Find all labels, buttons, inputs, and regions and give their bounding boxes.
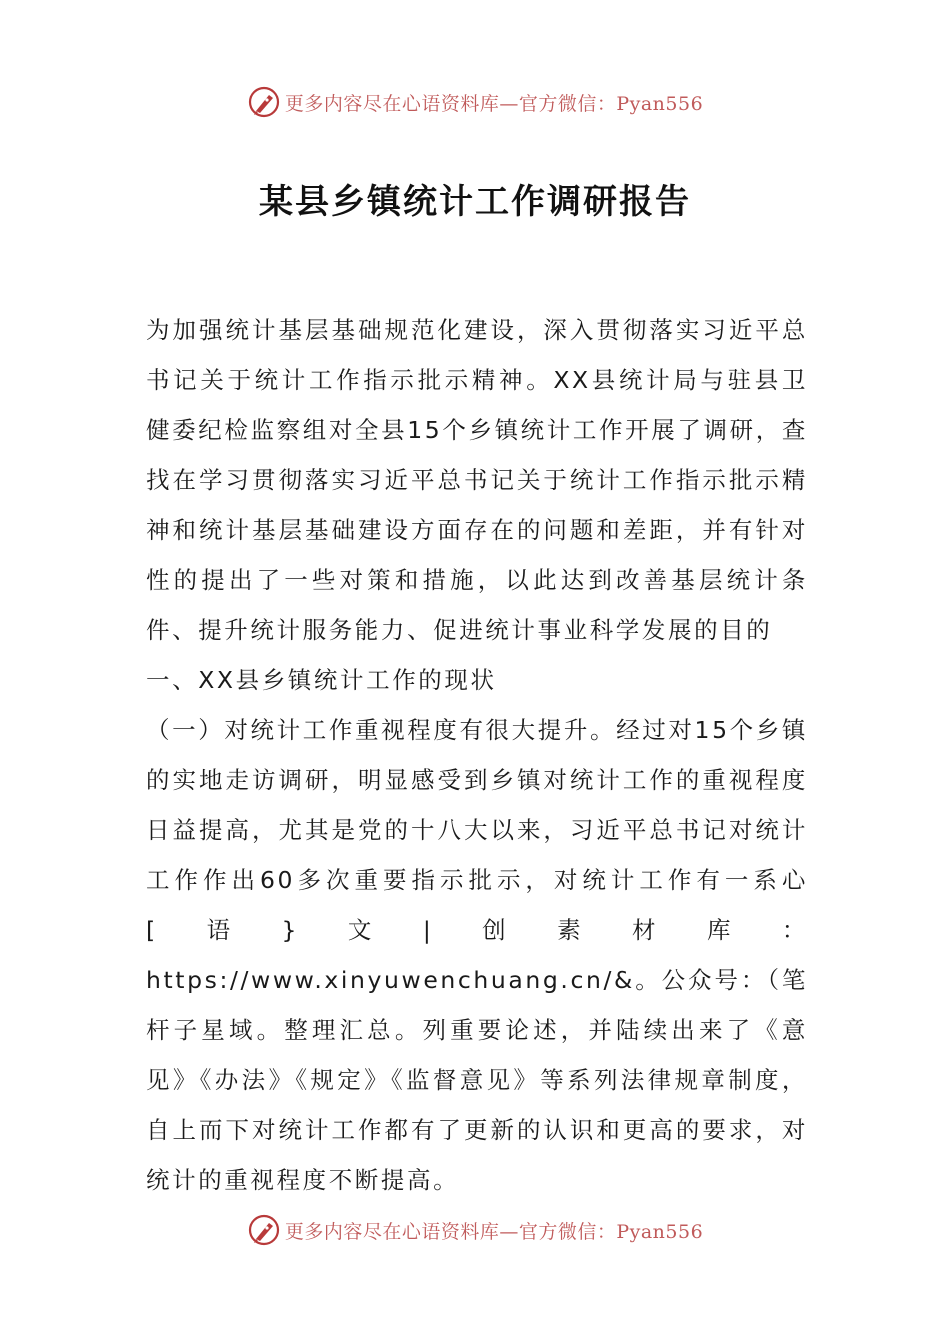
document-title: 某县乡镇统计工作调研报告 xyxy=(259,182,691,222)
pen-nib-logo-icon xyxy=(247,85,281,119)
footer-banner xyxy=(0,1210,950,1250)
header-banner-text: 更多内容尽在心语资料库—官方微信：Pyan556 xyxy=(284,92,704,115)
intro-paragraph: 为加强统计基层基础规范化建设，深入贯彻落实习近平总书记关于统计工作指示批示精神。XX县统计局与驻县卫健委纪检监察组对全县15个乡镇统计工作开展了调研，查找在学习贯彻落实习近平总书记关于统计工作指示批示精神和统计基层基础建设方面存在的问题和差距，并有针对性的提出了一些对策和措施，以此达到改善基层统计条件、提升统计服务能力、促进统计事业科学发展的目的 xyxy=(146,316,808,644)
pen-nib-logo-icon xyxy=(247,1213,281,1247)
header-banner xyxy=(0,82,950,122)
section-heading: 一、XX县乡镇统计工作的现状 xyxy=(146,666,497,694)
document-body xyxy=(146,305,808,1205)
footer-banner-text: 更多内容尽在心语资料库—官方微信：Pyan556 xyxy=(284,1220,704,1243)
subsection-paragraph: （一）对统计工作重视程度有很大提升。经过对15个乡镇的实地走访调研，明显感受到乡镇对统计工作的重视程度日益提高，尤其是党的十八大以来，习近平总书记对统计工作作出60多次重要指示批示，对统计工作有一系心[语}文|创素材库：https://www.xinyuwenchuang.cn/&。公众号：（笔杆子星域。整理汇总。列重要论述，并陆续出来了《意见》《办法》《规定》《监督意见》等系列法律规章制度，自上而下对统计工作都有了更新的认识和更高的要求，对统计的重视程度不断提高。 xyxy=(146,716,808,1194)
